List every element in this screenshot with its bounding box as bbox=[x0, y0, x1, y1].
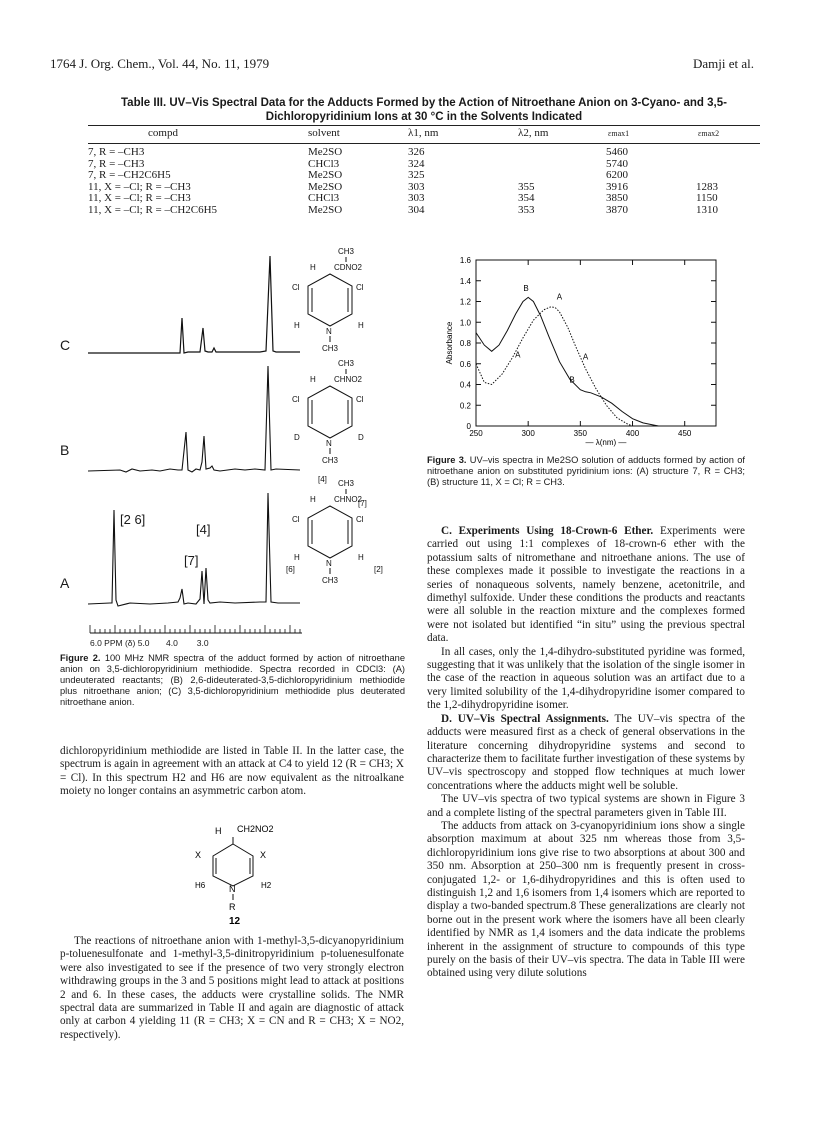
nmr-trace-c bbox=[88, 256, 300, 353]
table-row bbox=[88, 147, 760, 158]
table-body bbox=[88, 147, 760, 223]
bond bbox=[308, 386, 352, 438]
left-col-p1 bbox=[60, 745, 404, 799]
curve-label: B bbox=[569, 375, 575, 385]
nmr-trace-b bbox=[88, 366, 300, 472]
table-row bbox=[88, 182, 760, 193]
peak-label-2-6: [2 6] bbox=[120, 512, 146, 527]
section-d-p3: The adducts from attack on 3-cyanopyridinium ions show a single absorption maximum at about 325 nm whereas those from 3,5-dichloropyridinium ions give rise to two absorptions at about 300 and 350 nm. Absorption at 250–300 nm is frequently present in cross-conjugated 1,2- or 1,6-dihydropyridines and this is often used to distinguish 1,2 and 1,6 isomers from 1,4 isomers which are reported to display a two-banded spectrum.8 These generalizations are clearly not borne out in the present work where the isomers have all been clearly identified by NMR as 1,4 isomers and the data indicate the problems inherent in the assignment of structure to compounds of this type purely on the basis of their UV–vis spectra. The data in Table III were obtained using very dilute solutions bbox=[427, 819, 745, 980]
table-cell: 5740 bbox=[606, 157, 628, 170]
y-tick-label: 0.4 bbox=[459, 380, 471, 390]
nitrogen-label: N bbox=[326, 439, 332, 448]
y-tick-label: 0 bbox=[466, 422, 471, 431]
table-cell: 11, X = –Cl; R = –CH3 bbox=[88, 192, 191, 205]
ring-h2-label: H bbox=[358, 321, 364, 330]
table-cell: CHCl3 bbox=[308, 192, 340, 205]
chloro-left-label: Cl bbox=[292, 283, 300, 292]
figure2-caption-text: 100 MHz NMR spectra of the adduct formed by action of nitroethane anion on 3,5-dichloropyridinium methiodide. Spectra recorded in CDCl3: (A) undeuterated reactants; (B) 2,6-dideuterated-3,5-dichloropyridinium methiodide plus nitroethane anion; (C) 3,5-dichloropyridinium methiodide plus deuterated nitroethane anion. bbox=[60, 653, 405, 707]
ring-h6-label: D bbox=[294, 433, 300, 442]
bond bbox=[308, 506, 352, 558]
curve-label: A bbox=[582, 352, 589, 362]
table-header-lambda2: λ2, nm bbox=[518, 127, 549, 139]
h4-label: H bbox=[310, 495, 316, 504]
right-col-body bbox=[427, 525, 745, 981]
s12-label: 12 bbox=[229, 916, 241, 927]
x-tick-label: 350 bbox=[573, 429, 588, 438]
table-cell: Me2SO bbox=[308, 204, 343, 216]
label-4: [4] bbox=[318, 475, 327, 484]
section-d-heading: D. UV–Vis Spectral Assignments. bbox=[441, 712, 609, 725]
left-paragraph-2: The reactions of nitroethane anion with 1-methyl-3,5-dicyanopyridinium p-toluenesulfonate and 1-methyl-3,5-dinitropyridinium p-toluenesulfonate were also investigated to see if the presence of two very strongly electron withdrawing groups in the 3 and 5 positions might lead to attack at positions 2 and 6. In these cases, the adducts were crystalline solids. The NMR spectral data are summarized in Table II and again are diagnostic of attack only at carbon 4 yielding 11 (R = CH3; X = CN and R = CH3; X = NO2, respectively). bbox=[60, 935, 404, 1041]
table-header-lambda1: λ1, nm bbox=[408, 127, 439, 139]
left-paragraph-1: dichloropyridinium methiodide are listed in Table II. In the latter case, the spectrum is again in agreement with an attack at C4 to yield 12 (R = CH3; X = Cl). In this spectrum H2 and H6 are now equivalent as the nitroalkane moiety no longer contains an asymmetric carbon atom. bbox=[60, 745, 404, 798]
h4-label: H bbox=[310, 263, 316, 272]
y-tick-label: 0.2 bbox=[459, 401, 471, 411]
methyl-label: CH3 bbox=[338, 247, 355, 256]
table-cell: 324 bbox=[408, 157, 425, 170]
y-tick-label: 1.4 bbox=[459, 276, 471, 286]
series-b-line bbox=[476, 297, 659, 426]
uv-vis-chart bbox=[426, 248, 746, 446]
table-header-emax2: εmax2 bbox=[698, 129, 720, 138]
section-c-heading: C. Experiments Using 18-Crown-6 Ether. bbox=[441, 525, 654, 537]
structure-12 bbox=[185, 820, 315, 930]
figure2-caption-label: Figure 2. bbox=[60, 653, 101, 663]
figure2-caption bbox=[60, 653, 405, 708]
structure-b bbox=[292, 359, 364, 465]
nmr-trace-a bbox=[88, 493, 300, 606]
table-cell: 353 bbox=[518, 204, 535, 216]
table-header-row bbox=[88, 128, 760, 142]
peak-label-7: [7] bbox=[184, 553, 199, 568]
h4-label: H bbox=[310, 375, 316, 384]
x-tick-label: 400 bbox=[625, 429, 640, 438]
ring-h6-label: H bbox=[294, 553, 300, 562]
methyl-label: CH3 bbox=[338, 479, 355, 488]
table-caption-line1: Table III. UV–Vis Spectral Data for the Adducts Formed by the Action of Nitroethane Anion on 3-Cyano- and 3,5- bbox=[121, 97, 727, 109]
plot-frame bbox=[476, 260, 716, 426]
table-row bbox=[88, 193, 760, 204]
table-cell: 1310 bbox=[696, 204, 718, 216]
table-cell: CHCl3 bbox=[308, 157, 340, 170]
figure3-caption-text: UV–vis spectra in Me2SO solution of adducts formed by action of nitroethane anion on substituted pyridinium ions: (A) structure 7, R = CH3; (B) structure 11, X = Cl; R = CH3. bbox=[427, 455, 745, 487]
table-cell: 11, X = –Cl; R = –CH3 bbox=[88, 180, 191, 193]
y-tick-label: 1.6 bbox=[459, 256, 471, 265]
table-cell: 303 bbox=[408, 180, 425, 193]
table-cell: 11, X = –Cl; R = –CH2C6H5 bbox=[88, 204, 218, 216]
table-cell: 303 bbox=[408, 192, 425, 205]
ring-h2-label: D bbox=[358, 433, 364, 442]
table-header-compd: compd bbox=[148, 127, 178, 139]
ring-h2-label: H bbox=[358, 553, 364, 562]
x-tick-label: 250 bbox=[469, 429, 483, 438]
table-cell: 5460 bbox=[606, 146, 628, 158]
ppm-axis-label: 6.0 PPM (δ) 5.0 4.0 3.0 bbox=[90, 638, 209, 648]
n-methyl-label: CH3 bbox=[322, 576, 339, 585]
structure-c bbox=[292, 247, 364, 353]
curve-label: B bbox=[523, 284, 529, 294]
y-axis-label: Absorbance bbox=[445, 321, 454, 365]
table-header-emax1: εmax1 bbox=[608, 129, 630, 138]
left-col-p2 bbox=[60, 935, 404, 1042]
nitroalkyl-label: CHNO2 bbox=[334, 495, 363, 504]
s12-R: R bbox=[229, 902, 236, 912]
bond bbox=[308, 274, 352, 326]
s12-H2: H2 bbox=[261, 881, 272, 890]
s12-X-right: X bbox=[260, 850, 267, 860]
curve-label: A bbox=[556, 292, 563, 302]
s12-sub: CH2NO2 bbox=[237, 824, 274, 834]
table-caption-line2: Dichloropyridinium Ions at 30 °C in the Solvents Indicated bbox=[265, 111, 583, 123]
running-header-left: 1764 J. Org. Chem., Vol. 44, No. 11, 1979 bbox=[50, 56, 270, 71]
table-row bbox=[88, 159, 760, 170]
table-cell: 7, R = –CH3 bbox=[88, 146, 145, 158]
label-6: [6] bbox=[286, 565, 295, 574]
s12-X-left: X bbox=[195, 850, 202, 860]
s12-N: N bbox=[229, 884, 236, 894]
figure3-caption bbox=[427, 455, 745, 488]
table-cell: 3870 bbox=[606, 204, 628, 216]
structure-a bbox=[286, 475, 383, 585]
y-tick-label: 0.6 bbox=[459, 359, 471, 369]
table-cell: 355 bbox=[518, 180, 535, 193]
table-cell: 1283 bbox=[696, 180, 718, 193]
table-header-rule bbox=[88, 143, 760, 144]
section-c-p1: Experiments were carried out using 1:1 complexes of 18-crown-6 ether with the potassium salts of nitromethane and nitroethane anions. The use of these complexes made it possible to investigate the reactions in a series of nonaqueous solvents, namely benzene, acetonitrile, and dimethyl sulfoxide. Under these conditions the products and reactants were all soluble in the reaction mixture and the complexes formed were not isolated but identified “in situ” using the previous spectral data. bbox=[427, 525, 745, 645]
table-cell: Me2SO bbox=[308, 169, 343, 182]
n-methyl-label: CH3 bbox=[322, 344, 339, 353]
table-cell: 7, R = –CH2C6H5 bbox=[88, 169, 171, 182]
table-cell: 354 bbox=[518, 192, 535, 205]
x-axis-label: — λ(nm) — bbox=[585, 438, 627, 447]
nmr-spectra bbox=[60, 248, 320, 650]
curve-label: A bbox=[515, 350, 521, 360]
nitrogen-label: N bbox=[326, 559, 332, 568]
n-methyl-label: CH3 bbox=[322, 456, 339, 465]
chloro-right-label: Cl bbox=[356, 515, 364, 524]
section-d-p2: The UV–vis spectra of two typical systems are shown in Figure 3 and a complete listing of the spectral parameters given in Table III. bbox=[427, 793, 745, 819]
trace-label-a: A bbox=[60, 575, 70, 591]
methyl-label: CH3 bbox=[338, 359, 355, 368]
table-row bbox=[88, 205, 760, 216]
x-tick-label: 450 bbox=[678, 429, 692, 438]
label-2: [2] bbox=[374, 565, 383, 574]
chloro-right-label: Cl bbox=[356, 283, 364, 292]
y-tick-label: 1.2 bbox=[459, 297, 471, 307]
table-cell: 326 bbox=[408, 146, 425, 158]
section-c-p2: In all cases, only the 1,4-dihydro-substituted pyridine was formed, suggesting that it was unlikely that the isolation of the single isomer in the case of the reaction in aqueous solution was an artifact due to a very limited solubility of the 1,4-dihydropyridine isomer compared to the 1,2-dihydropyridine isomer. bbox=[427, 645, 745, 712]
table-cell: 325 bbox=[408, 169, 425, 182]
s12-H: H bbox=[215, 826, 222, 836]
section-d-p1: The UV–vis spectra of the adducts were measured first as a check of general observations in the literature concerning dihydropyridine systems and second to characterize them to facilitate further investigation of these systems by UV–vis spectroscopy and stopped flow techniques at much lower concentrations where the adducts might well be soluble. bbox=[427, 712, 745, 792]
table-row bbox=[88, 170, 760, 181]
nitroalkyl-label: CHNO2 bbox=[334, 375, 363, 384]
table-header-solvent: solvent bbox=[308, 127, 340, 139]
table-cell: 7, R = –CH3 bbox=[88, 157, 145, 170]
peak-label-4: [4] bbox=[196, 522, 211, 537]
table-cell: Me2SO bbox=[308, 180, 343, 193]
y-tick-label: 1.0 bbox=[459, 318, 471, 328]
table-cell: 3916 bbox=[606, 180, 628, 193]
nitroalkyl-label: CDNO2 bbox=[334, 263, 363, 272]
y-tick-label: 0.8 bbox=[459, 339, 471, 348]
chloro-left-label: Cl bbox=[292, 395, 300, 404]
ppm-scale bbox=[90, 625, 302, 633]
table-cell: 6200 bbox=[606, 169, 628, 182]
s12-H6: H6 bbox=[195, 881, 206, 890]
table-cell: 1150 bbox=[696, 192, 718, 205]
table-top-rule bbox=[88, 125, 760, 126]
label-7: [7] bbox=[358, 499, 367, 508]
chloro-right-label: Cl bbox=[356, 395, 364, 404]
chloro-left-label: Cl bbox=[292, 515, 300, 524]
table-cell: 3850 bbox=[606, 192, 628, 205]
trace-label-b: B bbox=[60, 442, 70, 458]
series-a-line bbox=[476, 307, 633, 426]
nitrogen-label: N bbox=[326, 327, 332, 336]
trace-label-c: C bbox=[60, 337, 71, 353]
ring-h6-label: H bbox=[294, 321, 300, 330]
table-cell: 304 bbox=[408, 204, 425, 216]
table-cell: Me2SO bbox=[308, 146, 343, 158]
table-caption bbox=[88, 96, 760, 124]
nmr-structures bbox=[286, 244, 410, 586]
x-tick-label: 300 bbox=[521, 429, 535, 438]
running-header-right: Damji et al. bbox=[692, 56, 754, 71]
figure3-caption-label: Figure 3. bbox=[427, 455, 467, 465]
